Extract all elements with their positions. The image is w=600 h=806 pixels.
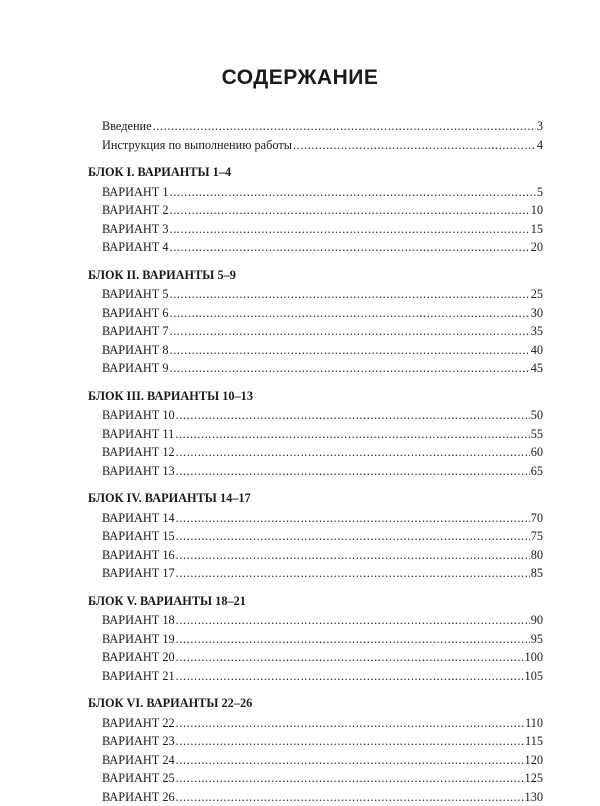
toc-row-variant[interactable] [88, 546, 543, 565]
dot-leader [175, 425, 529, 444]
toc-row-label: ВАРИАНТ 10 [88, 406, 176, 425]
toc-row-label: ВАРИАНТ 7 [88, 322, 170, 341]
toc-row-variant[interactable] [88, 564, 543, 583]
toc-row-label: ВАРИАНТ 9 [88, 359, 170, 378]
toc-row-variant[interactable] [88, 443, 543, 462]
toc-row-variant[interactable] [88, 769, 543, 788]
toc-row-variant[interactable] [88, 732, 543, 751]
toc-block-4 [88, 489, 543, 583]
toc-row-page: 120 [524, 751, 543, 770]
dot-leader [176, 788, 524, 806]
dot-leader [170, 238, 530, 257]
toc-row-page: 50 [530, 406, 543, 425]
toc-row-page: 80 [530, 546, 543, 565]
dot-leader [176, 462, 530, 481]
toc-row-label: ВАРИАНТ 21 [88, 667, 176, 686]
dot-leader [170, 304, 530, 323]
toc-row-variant[interactable] [88, 341, 543, 360]
toc-row-page: 25 [530, 285, 543, 304]
toc-row-label: ВАРИАНТ 8 [88, 341, 170, 360]
toc-row-label: ВАРИАНТ 19 [88, 630, 176, 649]
dot-leader [176, 751, 524, 770]
toc-row-label: ВАРИАНТ 3 [88, 220, 170, 239]
dot-leader [176, 527, 530, 546]
toc-row-introduction[interactable] [88, 117, 543, 136]
dot-leader [170, 359, 530, 378]
toc-row-page: 85 [530, 564, 543, 583]
dot-leader [170, 183, 536, 202]
toc-row-page: 30 [530, 304, 543, 323]
toc-row-variant[interactable] [88, 406, 543, 425]
toc-row-label: ВАРИАНТ 22 [88, 714, 176, 733]
block-heading[interactable]: БЛОК V. ВАРИАНТЫ 18–21 [88, 592, 543, 611]
block-heading[interactable]: БЛОК I. ВАРИАНТЫ 1–4 [88, 163, 543, 182]
dot-leader [293, 136, 536, 155]
dot-leader [176, 546, 530, 565]
toc-row-label: ВАРИАНТ 24 [88, 751, 176, 770]
dot-leader [170, 322, 530, 341]
dot-leader [170, 201, 530, 220]
toc-row-page: 10 [530, 201, 543, 220]
toc-row-label: ВАРИАНТ 6 [88, 304, 170, 323]
dot-leader [176, 630, 530, 649]
toc-row-label: ВАРИАНТ 14 [88, 509, 176, 528]
toc-row-page: 55 [530, 425, 543, 444]
toc-row-page: 70 [530, 509, 543, 528]
toc-block-6 [88, 694, 543, 806]
toc-row-page: 45 [530, 359, 543, 378]
toc-row-page: 3 [536, 117, 543, 136]
toc-row-variant[interactable] [88, 527, 543, 546]
toc-row-instructions[interactable] [88, 136, 543, 155]
toc-block-2 [88, 266, 543, 378]
dot-leader [176, 714, 524, 733]
block-heading[interactable]: БЛОК IV. ВАРИАНТЫ 14–17 [88, 489, 543, 508]
toc-row-variant[interactable] [88, 630, 543, 649]
toc-block-3 [88, 387, 543, 481]
toc-row-page: 40 [530, 341, 543, 360]
toc-row-page: 35 [530, 322, 543, 341]
toc-row-page: 110 [524, 714, 543, 733]
toc-row-label: Введение [88, 117, 153, 136]
dot-leader [176, 648, 524, 667]
toc-row-page: 4 [536, 136, 543, 155]
toc-row-label: ВАРИАНТ 17 [88, 564, 176, 583]
toc-row-page: 90 [530, 611, 543, 630]
toc-row-label: ВАРИАНТ 20 [88, 648, 176, 667]
dot-leader [176, 564, 530, 583]
dot-leader [170, 341, 530, 360]
toc-row-label: ВАРИАНТ 5 [88, 285, 170, 304]
toc-row-variant[interactable] [88, 183, 543, 202]
toc-row-label: ВАРИАНТ 4 [88, 238, 170, 257]
toc-row-page: 20 [530, 238, 543, 257]
toc-row-page: 65 [530, 462, 543, 481]
toc-row-page: 5 [536, 183, 543, 202]
toc-row-variant[interactable] [88, 788, 543, 806]
toc-row-label: ВАРИАНТ 12 [88, 443, 176, 462]
toc-row-label: ВАРИАНТ 15 [88, 527, 176, 546]
block-heading[interactable]: БЛОК II. ВАРИАНТЫ 5–9 [88, 266, 543, 285]
toc-row-label: ВАРИАНТ 25 [88, 769, 176, 788]
toc-row-label: ВАРИАНТ 23 [88, 732, 176, 751]
dot-leader [176, 732, 524, 751]
toc-row-variant[interactable] [88, 304, 543, 323]
dot-leader [176, 443, 530, 462]
toc-row-variant[interactable] [88, 201, 543, 220]
dot-leader [176, 769, 524, 788]
toc-row-label: ВАРИАНТ 11 [88, 425, 175, 444]
toc-row-label: ВАРИАНТ 16 [88, 546, 176, 565]
toc-row-label: Инструкция по выполнению работы [88, 136, 293, 155]
toc-row-variant[interactable] [88, 425, 543, 444]
table-of-contents [88, 117, 543, 806]
toc-row-variant[interactable] [88, 714, 543, 733]
toc-row-page: 95 [530, 630, 543, 649]
toc-row-variant[interactable] [88, 220, 543, 239]
toc-row-variant[interactable] [88, 462, 543, 481]
toc-row-page: 100 [524, 648, 543, 667]
toc-row-variant[interactable] [88, 238, 543, 257]
toc-row-variant[interactable] [88, 285, 543, 304]
dot-leader [176, 509, 530, 528]
toc-row-variant[interactable] [88, 611, 543, 630]
toc-row-page: 105 [524, 667, 543, 686]
toc-row-label: ВАРИАНТ 1 [88, 183, 170, 202]
dot-leader [170, 285, 530, 304]
toc-row-variant[interactable] [88, 509, 543, 528]
toc-block-1 [88, 163, 543, 257]
dot-leader [176, 667, 524, 686]
page-title: СОДЕРЖАНИЕ [0, 66, 600, 90]
toc-row-page: 15 [530, 220, 543, 239]
toc-row-label: ВАРИАНТ 26 [88, 788, 176, 806]
toc-row-page: 130 [524, 788, 543, 806]
dot-leader [176, 406, 530, 425]
toc-row-page: 115 [524, 732, 543, 751]
toc-row-variant[interactable] [88, 359, 543, 378]
toc-row-variant[interactable] [88, 322, 543, 341]
toc-row-label: ВАРИАНТ 2 [88, 201, 170, 220]
toc-row-page: 125 [524, 769, 543, 788]
dot-leader [153, 117, 536, 136]
block-heading[interactable]: БЛОК VI. ВАРИАНТЫ 22–26 [88, 694, 543, 713]
dot-leader [176, 611, 530, 630]
toc-row-page: 75 [530, 527, 543, 546]
dot-leader [170, 220, 530, 239]
toc-row-variant[interactable] [88, 667, 543, 686]
toc-row-page: 60 [530, 443, 543, 462]
toc-row-label: ВАРИАНТ 13 [88, 462, 176, 481]
toc-row-label: ВАРИАНТ 18 [88, 611, 176, 630]
toc-row-variant[interactable] [88, 751, 543, 770]
toc-row-variant[interactable] [88, 648, 543, 667]
toc-block-5 [88, 592, 543, 686]
block-heading[interactable]: БЛОК III. ВАРИАНТЫ 10–13 [88, 387, 543, 406]
